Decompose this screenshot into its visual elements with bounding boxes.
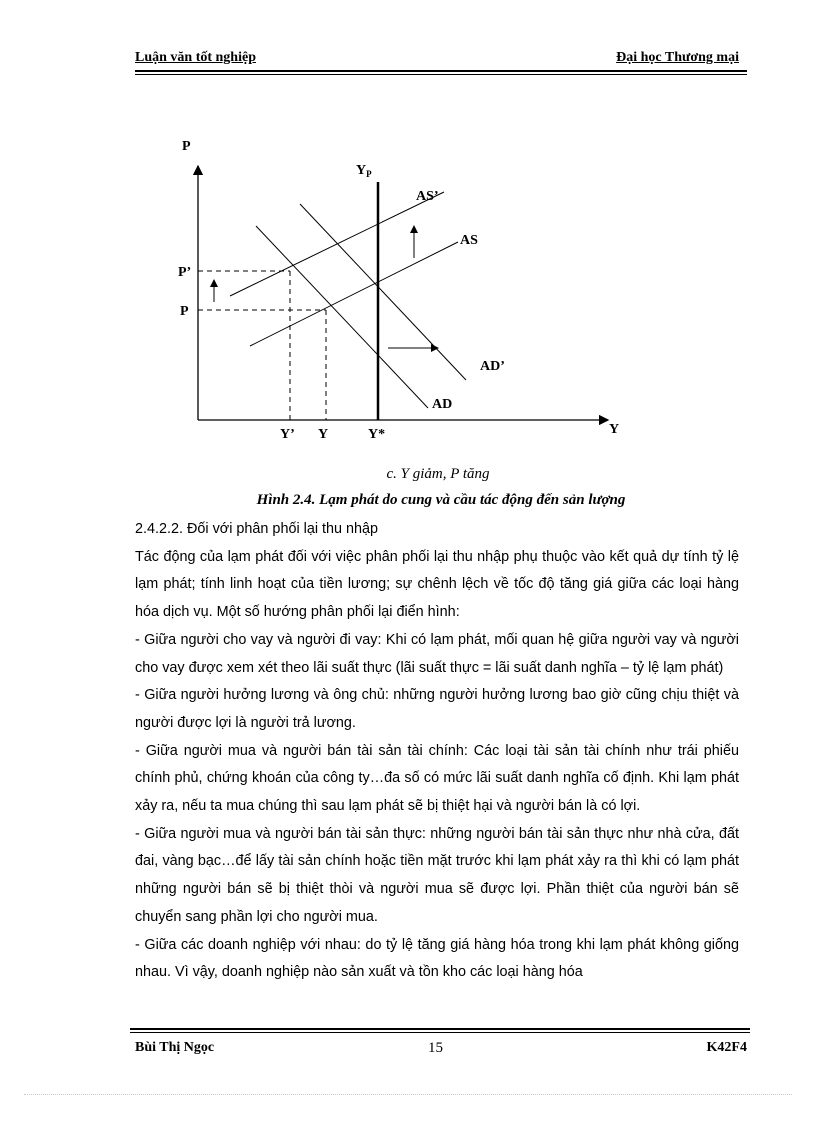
y-prime-label: Y’ xyxy=(280,427,295,442)
body-text xyxy=(135,516,739,987)
footer-divider xyxy=(130,1028,750,1030)
figure-caption: Hình 2.4. Lạm phát do cung và cầu tác động đến sản lượng xyxy=(256,492,626,508)
paragraph: - Giữa người mua và người bán tài sản thực: những người bán tài sản thực như nhà cửa, đất đai, vàng bạc…để lấy tài sản chính hoặc tiền mặt trước khi lạm phát xảy ra thì khi có lạm phát những người bán sẽ bị thiệt thòi và người mua sẽ được lợi. Phần thiệt của người bán sẽ chuyển sang phần lợi cho người mua. xyxy=(135,825,739,925)
as-prime-label: AS’ xyxy=(416,189,439,204)
ad-label: AD xyxy=(432,397,453,412)
as-prime-curve xyxy=(230,192,444,296)
page-footer xyxy=(135,1040,747,1060)
page-header xyxy=(135,48,747,72)
paragraph: - Giữa người mua và người bán tài sản tài chính: Các loại tài sản tài chính như trái phiếu chính phủ, chứng khoán của công ty…đa số có mức lãi suất danh nghĩa cố định. Khi lạm phát xảy ra, nếu ta mua chúng thì sau lạm phát sẽ bị thiệt hại và người bán là có lợi. xyxy=(135,742,739,815)
footer-class-code: K42F4 xyxy=(706,1040,747,1055)
page-number: 15 xyxy=(428,1040,443,1056)
ad-prime-curve xyxy=(300,204,466,380)
header-thesis-label: Luận văn tốt nghiệp xyxy=(135,50,256,65)
ad-curve xyxy=(256,226,428,408)
p-prime-label: P’ xyxy=(178,265,192,280)
page-bottom-border xyxy=(24,1094,792,1095)
footer-author: Bùi Thị Ngọc xyxy=(135,1040,215,1055)
y-label: Y xyxy=(318,427,329,442)
p-label: P xyxy=(180,304,189,319)
header-university-label: Đại học Thương mại xyxy=(616,50,739,65)
paragraph: - Giữa các doanh nghiệp với nhau: do tỷ lệ tăng giá hàng hóa trong khi lạm phát không giống nhau. Vì vậy, doanh nghiệp nào sản xuất và tồn kho các loại hàng hóa xyxy=(135,936,739,981)
paragraph: - Giữa người cho vay và người đi vay: Khi có lạm phát, mối quan hệ giữa người vay và người cho vay được xem xét theo lãi suất thực (lãi suất thực = lãi suất danh nghĩa – tỷ lệ lạm phát) xyxy=(135,631,739,676)
paragraph: Tác động của lạm phát đối với việc phân phối lại thu nhập phụ thuộc vào kết quả dự tính tỷ lệ lạm phát; tính linh hoạt của tiền lương; sự chênh lệch về tốc độ tăng giá giữa các loại hàng hóa dịch vụ. Một số hướng phân phối lại điển hình: xyxy=(135,548,739,621)
p-axis-label: P xyxy=(182,139,191,154)
potential-output-label xyxy=(356,163,372,179)
y-axis-label: Y xyxy=(609,422,620,437)
paragraph: - Giữa người hưởng lương và ông chủ: những người hưởng lương bao giờ cũng chịu thiệt và người được lợi là người trả lương. xyxy=(135,687,739,731)
as-ad-diagram xyxy=(160,130,620,450)
y-star-label: Y* xyxy=(368,427,386,442)
figure-subcaption: c. Y giảm, P tăng xyxy=(386,466,490,482)
as-label: AS xyxy=(460,233,478,248)
section-heading: 2.4.2.2. Đối với phân phối lại thu nhập xyxy=(135,521,379,537)
ad-prime-label: AD’ xyxy=(480,359,505,374)
yp-sub: P xyxy=(366,169,372,179)
yp-main: Y xyxy=(356,163,367,178)
